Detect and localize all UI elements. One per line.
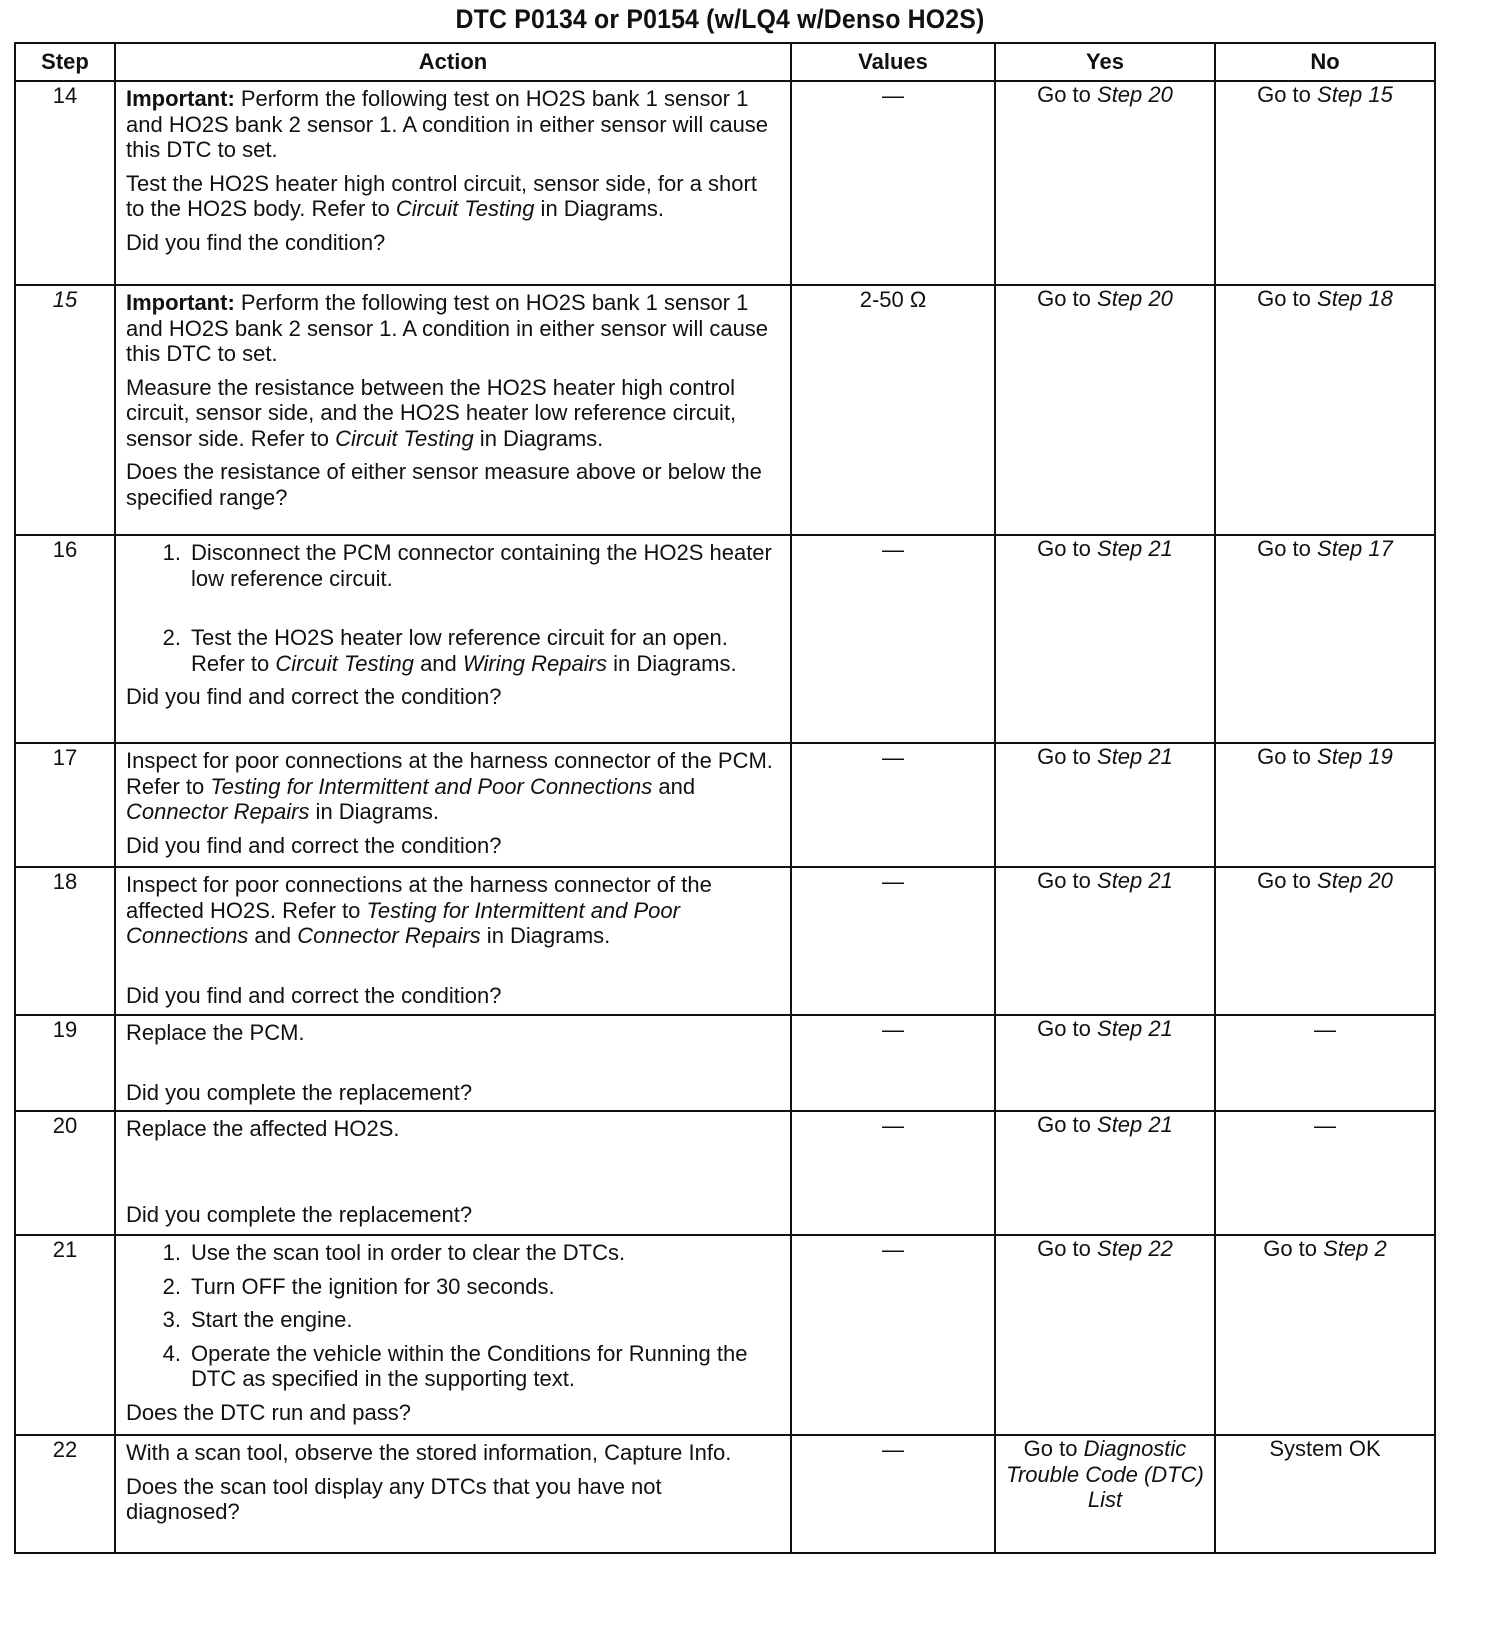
action-cell xyxy=(115,1111,791,1235)
action-question: Does the resistance of either sensor measure above or below the specified range? xyxy=(126,459,762,510)
link-circuit-testing[interactable]: Circuit Testing xyxy=(275,650,414,676)
no-cell: — xyxy=(1215,1111,1435,1235)
action-question: Did you find and correct the condition? xyxy=(126,982,502,1008)
header-row xyxy=(15,43,1435,81)
link-connector-repairs[interactable]: Connector Repairs xyxy=(297,923,481,948)
link-circuit-testing[interactable]: Circuit Testing xyxy=(395,196,535,221)
action-question: Did you find the condition? xyxy=(126,229,386,255)
values-cell: — xyxy=(791,81,995,285)
action-cell xyxy=(115,1235,791,1435)
link-circuit-testing[interactable]: Circuit Testing xyxy=(335,425,474,451)
step-number: 17 xyxy=(15,743,115,867)
list-item: 1. Disconnect the PCM connector containing the HO2S heater low reference circuit. xyxy=(162,540,772,591)
list-item: 3. Start the engine. xyxy=(162,1307,353,1332)
action-cell xyxy=(115,743,791,867)
action-cell xyxy=(115,81,791,285)
action-cell xyxy=(115,867,791,1015)
step-number: 20 xyxy=(15,1111,115,1235)
list-item: 1. Use the scan tool in order to clear the DTCs. xyxy=(162,1240,626,1265)
action-cell xyxy=(115,1015,791,1111)
step-number: 21 xyxy=(15,1235,115,1435)
yes-cell[interactable]: Go to Step 20 xyxy=(995,81,1215,285)
yes-cell[interactable]: Go to Diagnostic Trouble Code (DTC) List xyxy=(995,1435,1215,1553)
link-wiring-repairs[interactable]: Wiring Repairs xyxy=(462,650,607,676)
header-values: Values xyxy=(791,43,995,81)
link-connector-repairs[interactable]: Connector Repairs xyxy=(126,799,310,824)
important-label: Important: xyxy=(126,86,235,111)
table-row-step-22 xyxy=(15,1435,1435,1553)
step-number: 15 xyxy=(15,285,115,535)
values-cell: — xyxy=(791,867,995,1015)
no-cell: — xyxy=(1215,1015,1435,1111)
table-row-step-17 xyxy=(15,743,1435,867)
action-text: Inspect for poor connections at the harness connector of the PCM. Refer to Testing for Intermittent and Poor Connections and Connector Repairs in Diagrams. xyxy=(126,748,773,824)
values-cell: — xyxy=(791,1015,995,1111)
action-text: Test the HO2S heater high control circuit, sensor side, for a short to the HO2S body. Refer to Circuit Testing in Diagrams. xyxy=(126,170,757,221)
yes-cell[interactable]: Go to Step 21 xyxy=(995,535,1215,743)
step-number: 22 xyxy=(15,1435,115,1553)
step-number: 16 xyxy=(15,535,115,743)
action-question: Did you complete the replacement? xyxy=(126,1079,473,1105)
important-note: Important: Perform the following test on HO2S bank 1 sensor 1 and HO2S bank 2 sensor 1. A condition in either sensor will cause this DTC to set. xyxy=(126,86,769,162)
action-question: Did you find and correct the condition? xyxy=(126,832,502,858)
list-item: 4. Operate the vehicle within the Conditions for Running the DTC as specified in the supporting text. xyxy=(162,1340,748,1391)
action-text: Measure the resistance between the HO2S heater high control circuit, sensor side, and the HO2S heater low reference circuit, sensor side. Refer to Circuit Testing in Diagrams. xyxy=(126,374,737,451)
action-question: Does the scan tool display any DTCs that you have not diagnosed? xyxy=(126,1473,662,1524)
header-no: No xyxy=(1215,43,1435,81)
table-row-step-18 xyxy=(15,867,1435,1015)
table-row-step-15 xyxy=(15,285,1435,535)
table-row-step-16 xyxy=(15,535,1435,743)
values-cell: — xyxy=(791,1111,995,1235)
diagnostic-table xyxy=(14,42,1436,1554)
no-cell[interactable]: Go to Step 2 xyxy=(1215,1235,1435,1435)
no-cell[interactable]: Go to Step 15 xyxy=(1215,81,1435,285)
action-cell xyxy=(115,285,791,535)
table-row-step-21 xyxy=(15,1235,1435,1435)
yes-cell[interactable]: Go to Step 21 xyxy=(995,743,1215,867)
values-cell: — xyxy=(791,1235,995,1435)
values-cell: 2-50 Ω xyxy=(791,285,995,535)
step-number: 18 xyxy=(15,867,115,1015)
table-row-step-19 xyxy=(15,1015,1435,1111)
action-cell xyxy=(115,535,791,743)
yes-cell[interactable]: Go to Step 22 xyxy=(995,1235,1215,1435)
header-action: Action xyxy=(115,43,791,81)
yes-cell[interactable]: Go to Step 21 xyxy=(995,867,1215,1015)
important-label: Important: xyxy=(126,290,235,315)
header-yes: Yes xyxy=(995,43,1215,81)
values-cell: — xyxy=(791,535,995,743)
values-cell: — xyxy=(791,743,995,867)
header-step: Step xyxy=(15,43,115,81)
no-cell: System OK xyxy=(1215,1435,1435,1553)
step-number: 14 xyxy=(15,81,115,285)
step-number: 19 xyxy=(15,1015,115,1111)
yes-cell[interactable]: Go to Step 21 xyxy=(995,1015,1215,1111)
no-cell[interactable]: Go to Step 19 xyxy=(1215,743,1435,867)
yes-cell[interactable]: Go to Step 21 xyxy=(995,1111,1215,1235)
action-question: Did you find and correct the condition? xyxy=(126,684,502,709)
page-title: DTC P0134 or P0154 (w/LQ4 w/Denso HO2S) xyxy=(455,4,985,34)
action-question: Does the DTC run and pass? xyxy=(126,1399,411,1425)
link-testing-intermittent[interactable]: Testing for Intermittent and Poor Connections xyxy=(210,773,653,799)
no-cell[interactable]: Go to Step 20 xyxy=(1215,867,1435,1015)
action-text: With a scan tool, observe the stored information, Capture Info. xyxy=(126,1440,732,1465)
table-row-step-14 xyxy=(15,81,1435,285)
values-cell: — xyxy=(791,1435,995,1553)
action-cell xyxy=(115,1435,791,1553)
table-row-step-20 xyxy=(15,1111,1435,1235)
list-item: 2. Turn OFF the ignition for 30 seconds. xyxy=(162,1273,555,1299)
action-text: Replace the affected HO2S. xyxy=(126,1116,400,1141)
action-text: Replace the PCM. xyxy=(126,1020,305,1045)
action-text: Inspect for poor connections at the harness connector of the affected HO2S. Refer to Testing for Intermittent and Poor Connections and Connector Repairs in Diagrams. xyxy=(126,872,712,948)
important-note: Important: Perform the following test on HO2S bank 1 sensor 1 and HO2S bank 2 sensor 1. A condition in either sensor will cause this DTC to set. xyxy=(126,290,769,366)
link-testing-intermittent[interactable]: Testing for Intermittent and Poor Connections xyxy=(126,897,680,948)
list-item: 2. Test the HO2S heater low reference circuit for an open. Refer to Circuit Testing and Wiring Repairs in Diagrams. xyxy=(162,625,737,676)
no-cell[interactable]: Go to Step 18 xyxy=(1215,285,1435,535)
yes-cell[interactable]: Go to Step 20 xyxy=(995,285,1215,535)
action-question: Did you complete the replacement? xyxy=(126,1201,473,1227)
no-cell[interactable]: Go to Step 17 xyxy=(1215,535,1435,743)
